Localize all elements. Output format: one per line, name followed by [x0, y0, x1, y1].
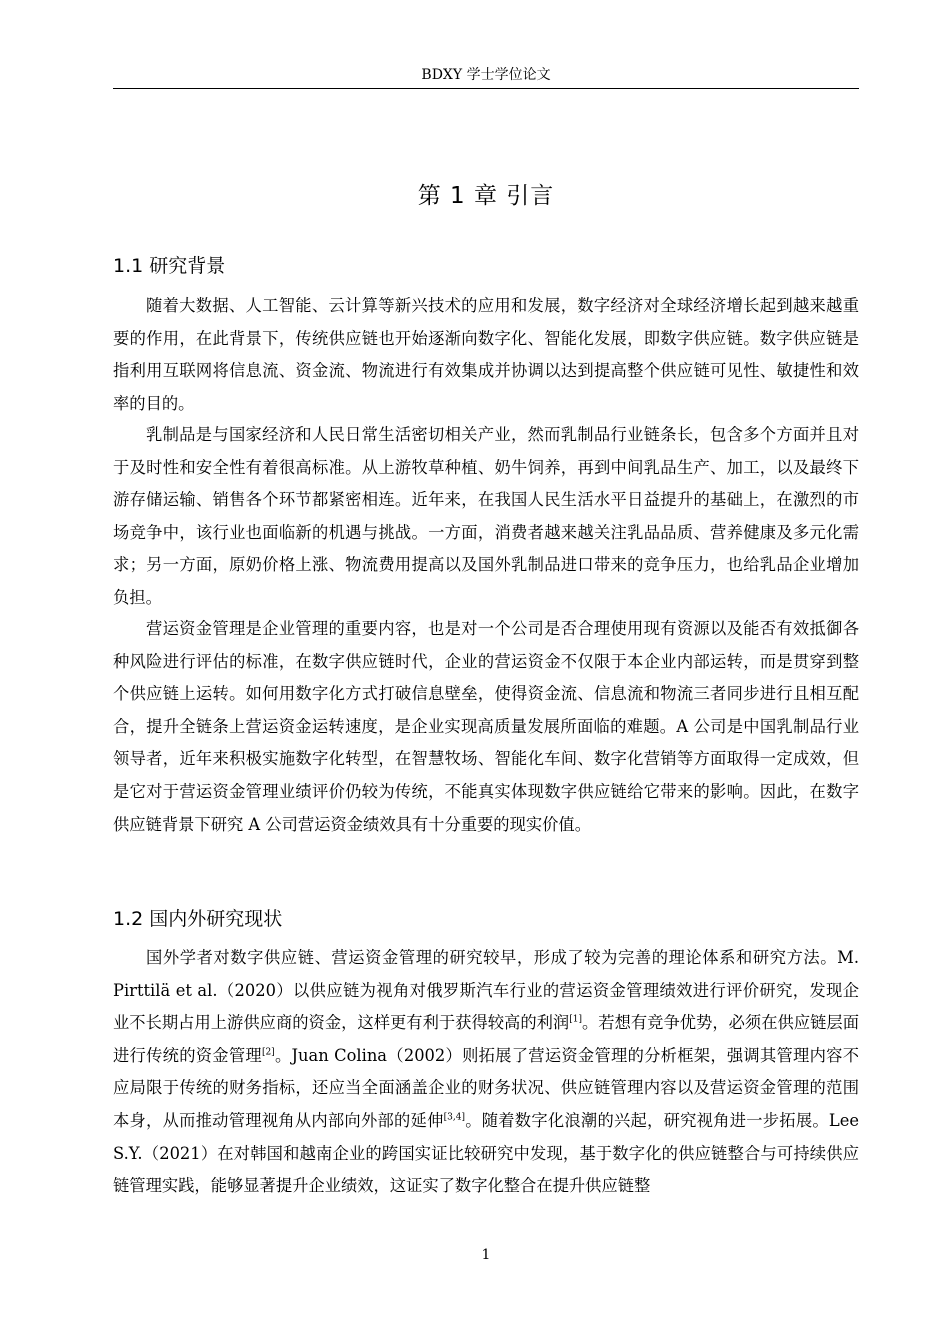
- paragraph-background-2: 乳制品是与国家经济和人民日常生活密切相关产业，然而乳制品行业链条长，包含多个方面并且对于及时性和安全性有着很高标准。从上游牧草种植、奶牛饲养，再到中间乳品生产、加工，以及最终下游存储运输、销售各个环节都紧密相连。近年来，在我国人民生活水平日益提升的基础上，在激烈的市场竞争中，该行业也面临新的机遇与挑战。一方面，消费者越来越关注乳品品质、营养健康及多元化需求；另一方面，原奶价格上涨、物流费用提高以及国外乳制品进口带来的竞争压力，也给乳品企业增加负担。: [113, 425, 859, 607]
- citation-ref: [3,4]: [443, 1112, 465, 1123]
- page-number: 1: [481, 1247, 491, 1263]
- paragraph-text-segment: 。Juan Colina（2002）则拓展了营运资金管理的分析框架，强调其管理内容不应局限于传统的财务指标，还应当全面涵盖企业的财务状况、供应链管理内容以及营运资金管理的范围本身，从而推动管理视角从内部向外部的延伸: [113, 1045, 859, 1130]
- paragraph-text-segment: 国外学者对数字供应链、营运资金管理的研究较早，形成了较为完善的理论体系和研究方法。M. Pirttilä et al.（2020）以供应链为视角对俄罗斯汽车行业的营运资金管理绩效进行评价研究，发现企业不长期占用上游供应商的资金，这样更有利于获得较高的利润: [113, 948, 859, 1033]
- paragraph-background-1: 随着大数据、人工智能、云计算等新兴技术的应用和发展，数字经济对全球经济增长起到越来越重要的作用，在此背景下，传统供应链也开始逐渐向数字化、智能化发展，即数字供应链。数字供应链是指利用互联网将信息流、资金流、物流进行有效集成并协调以达到提高整个供应链可见性、敏捷性和效率的目的。: [113, 296, 859, 413]
- paragraph-research-status: [113, 942, 859, 1203]
- chapter-title: 第 1 章 引言: [417, 183, 555, 209]
- running-header: BDXY 学士学位论文: [421, 67, 551, 83]
- section-title-1-1: 1.1 研究背景: [113, 255, 226, 277]
- section-title-1-2: 1.2 国内外研究现状: [113, 908, 283, 930]
- citation-ref: [1]: [569, 1014, 582, 1025]
- paragraph-text-segment: 。若想有竞争优势，必须在供应链层面进行传统的资金管理: [113, 1013, 859, 1065]
- paragraph-text-segment: 。随着数字化浪潮的兴起，研究视角进一步拓展。Lee S.Y.（2021）在对韩国和越南企业的跨国实证比较研究中发现，基于数字化的供应链整合与可持续供应链管理实践，能够显著提升企业绩效，这证实了数字化整合在提升供应链整: [113, 1110, 859, 1196]
- paragraph-background-3: 营运资金管理是企业管理的重要内容，也是对一个公司是否合理使用现有资源以及能否有效抵御各种风险进行评估的标准，在数字供应链时代，企业的营运资金不仅限于本企业内部运转，而是贯穿到整个供应链上运转。如何用数字化方式打破信息壁垒，使得资金流、信息流和物流三者同步进行且相互配合，提升全链条上营运资金运转速度，是企业实现高质量发展所面临的难题。A 公司是中国乳制品行业领导者，近年来积极实施数字化转型，在智慧牧场、智能化车间、数字化营销等方面取得一定成效，但是它对于营运资金管理业绩评价仍较为传统，不能真实体现数字供应链给它带来的影响。因此，在数字供应链背景下研究 A 公司营运资金绩效具有十分重要的现实价值。: [113, 619, 859, 834]
- citation-ref: [2]: [261, 1047, 275, 1058]
- header-rule: [113, 88, 859, 89]
